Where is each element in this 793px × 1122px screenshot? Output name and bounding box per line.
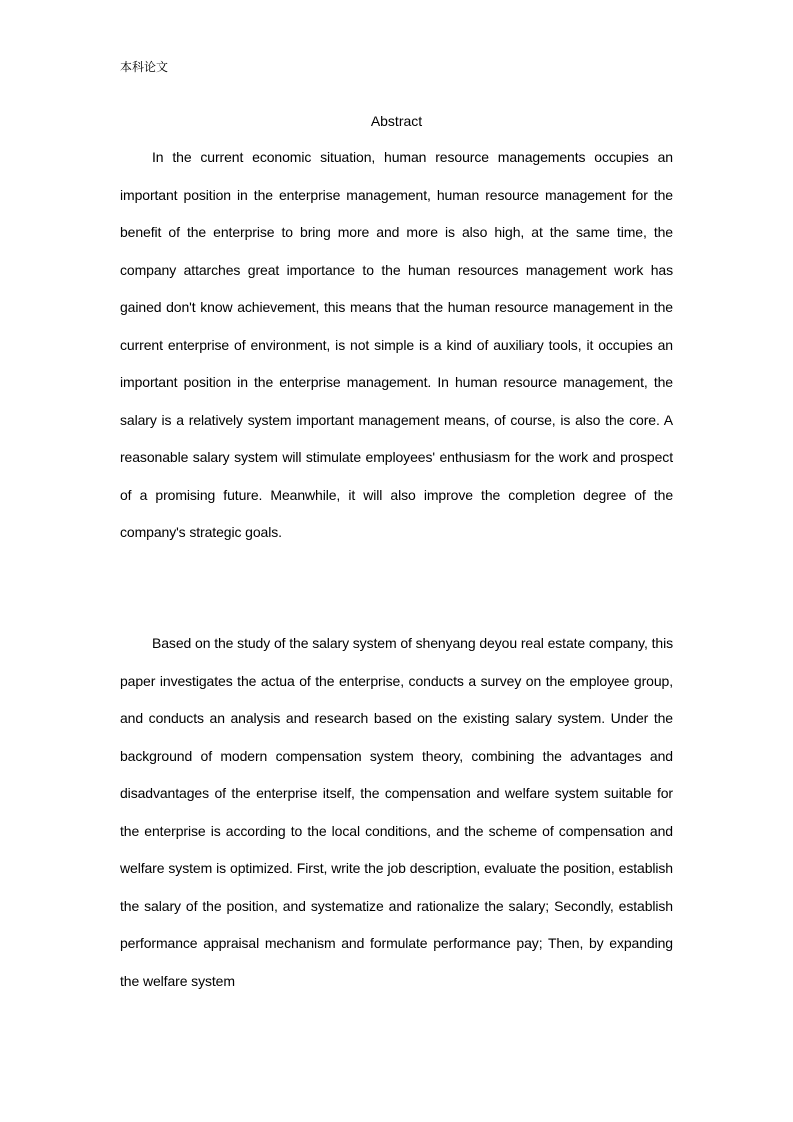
abstract-paragraph-2: Based on the study of the salary system of shenyang deyou real estate company, this paper investigates the actua of the enterprise, conducts a survey on the employee group, and conducts an analysis and research based on the existing salary system. Under the background of modern compensation system theory, combining the advantages and disadvantages of the enterprise itself, the compensation and welfare system suitable for the enterprise is according to the local conditions, and the scheme of compensation and welfare system is optimized. First, write the job description, evaluate the position, establish the salary of the position, and systematize and rationalize the salary; Secondly, establish performance appraisal mechanism and formulate performance pay; Then, by expanding the welfare system xyxy=(120,635,673,989)
abstract-paragraph-1: In the current economic situation, human resource managements occupies an important position in the enterprise management, human resource management for the benefit of the enterprise to bring more and more is also high, at the same time, the company attarches great importance to the human resources management work has gained don't know achievement, this means that the human resource management in the current enterprise of environment, is not simple is a kind of auxiliary tools, it occupies an important position in the enterprise management. In human resource management, the salary is a relatively system important management means, of course, is also the core. A reasonable salary system will stimulate employees' enthusiasm for the work and prospect of a promising future. Meanwhile, it will also improve the completion degree of the company's strategic goals. xyxy=(120,149,673,540)
running-header: 本科论文 xyxy=(120,60,169,74)
abstract-title: Abstract xyxy=(370,113,423,129)
